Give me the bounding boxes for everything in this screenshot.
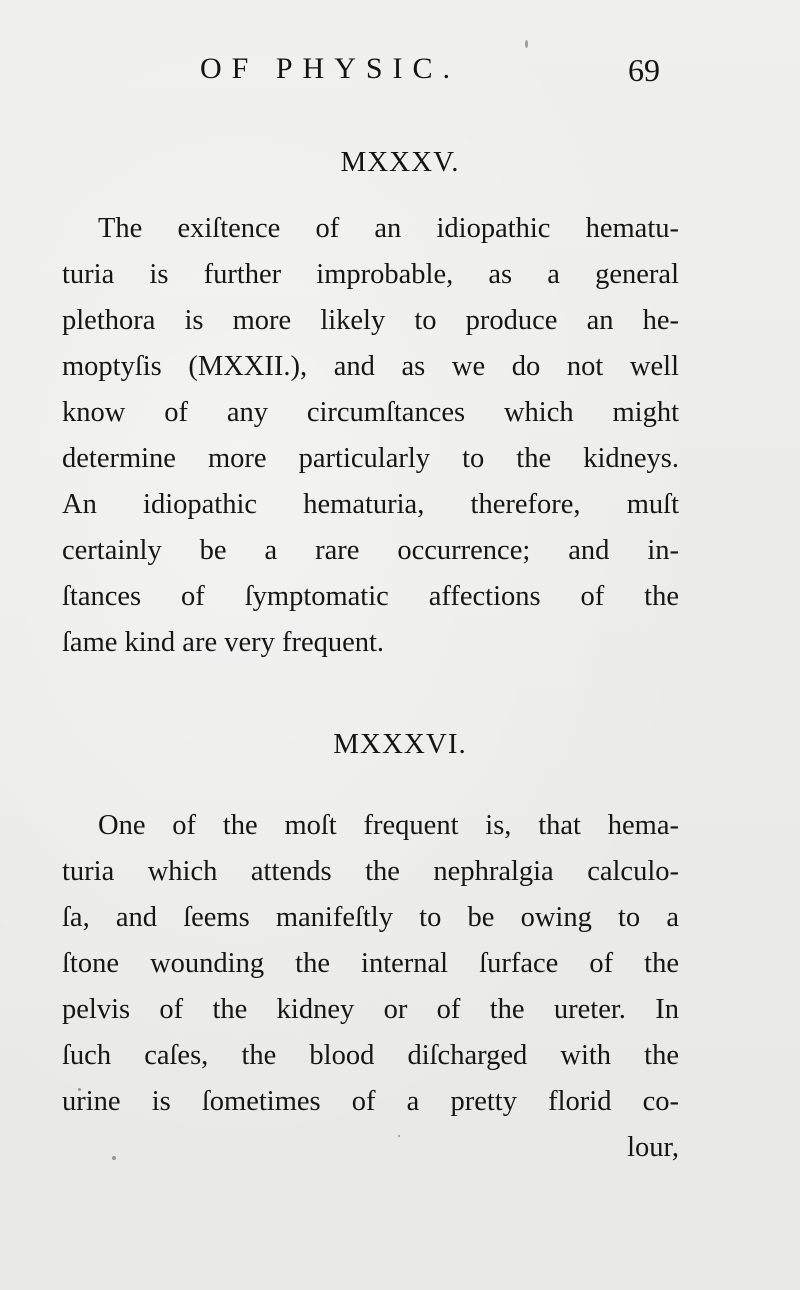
text-line: The exiſtence of an idiopathic hematu- [98,213,679,244]
text-line: plethora is more likely to produce an he- [62,305,679,336]
text-line: determine more particularly to the kidneys. [62,443,679,474]
text-line: turia which attends the nephralgia calculo- [62,856,679,887]
paragraph [62,206,679,666]
text-line: pelvis of the kidney or of the ureter. In [62,994,679,1025]
text-line: ſame kind are very frequent. [62,627,385,658]
text-line: ſa, and ſeems manifeſtly to be owing to a [62,902,679,933]
text-line: ſtances of ſymptomatic affections of the [62,581,679,612]
paragraph [62,803,679,1171]
text-line: know of any circumſtances which might [62,397,679,428]
text-line: turia is further improbable, as a general [62,259,679,290]
section-heading: MXXXV. [340,146,460,178]
paper-speck [112,1156,116,1160]
text-line: urine is ſometimes of a pretty florid co- [62,1086,679,1117]
section-heading: MXXXVI. [333,728,467,760]
paper-speck [78,1088,81,1091]
text-line: An idiopathic hematuria, therefore, muſt [62,489,679,520]
text-line: ſuch caſes, the blood diſcharged with the [62,1040,679,1071]
running-head: OF PHYSIC. [200,52,461,85]
page-number: 69 [628,52,660,88]
text-line: moptyſis (MXXII.), and as we do not well [62,351,679,382]
text-line: One of the moſt frequent is, that hema- [98,810,679,841]
text-line: certainly be a rare occurrence; and in- [62,535,679,566]
catchword: lour, [627,1132,679,1163]
text-line: ſtone wounding the internal ſurface of the [62,948,679,979]
paper-speck [525,40,528,48]
paper-speck [398,1135,400,1137]
